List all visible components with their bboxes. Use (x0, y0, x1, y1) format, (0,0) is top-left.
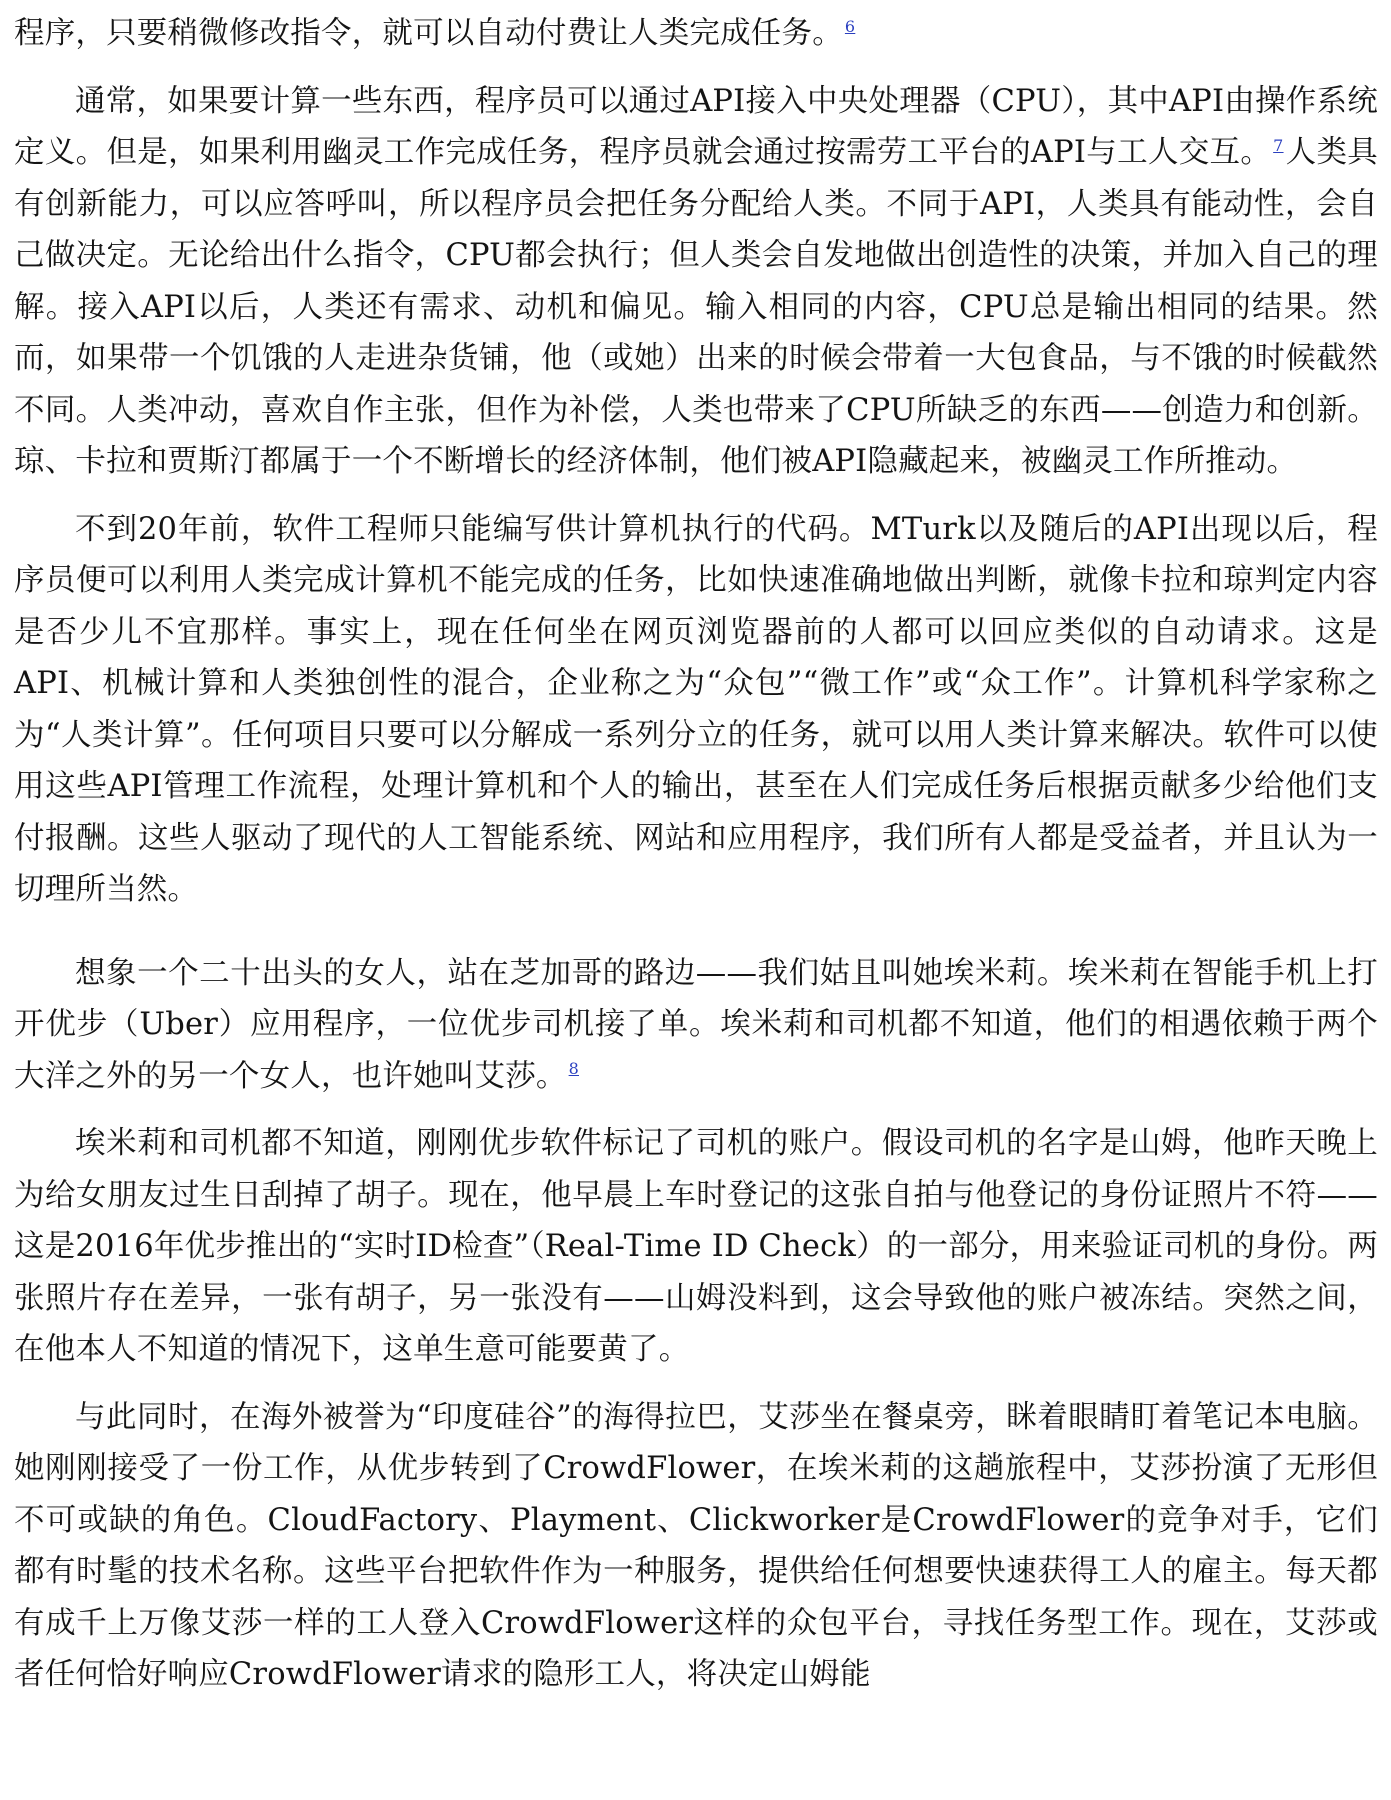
paragraph (14, 504, 1378, 916)
document-page (14, 8, 1378, 1717)
footnote-link[interactable]: 7 (1273, 135, 1284, 155)
paragraph-text: 不到20年前，软件工程师只能编写供计算机执行的代码。MTurk以及随后的API出现以后，程序员便可以利用人类完成计算机不能完成的任务，比如快速准确地做出判断，就像卡拉和琼判定内容是否少儿不宜那样。事实上，现在任何坐在网页浏览器前的人都可以回应类似的自动请求。这是API、机械计算和人类独创性的混合，企业称之为“众包”“微工作”或“众工作”。计算机科学家称之为“人类计算”。任何项目只要可以分解成一系列分立的任务，就可以用人类计算来解决。软件可以使用这些API管理工作流程，处理计算机和个人的输出，甚至在人们完成任务后根据贡献多少给他们支付报酬。这些人驱动了现代的人工智能系统、网站和应用程序，我们所有人都是受益者，并且认为一切理所当然。 (14, 511, 1378, 907)
paragraph-text: 程序，只要稍微修改指令，就可以自动付费让人类完成任务。 (14, 16, 843, 51)
paragraph (14, 8, 1378, 60)
paragraph (14, 76, 1378, 488)
paragraph-text: 与此同时，在海外被誉为“印度硅谷”的海得拉巴，艾莎坐在餐桌旁，眯着眼睛盯着笔记本电脑。她刚刚接受了一份工作，从优步转到了CrowdFlower，在埃米莉的这趟旅程中，艾莎扮演了无形但不可或缺的角色。CloudFactory、Playment、Clickworker是CrowdFlower的竞争对手，它们都有时髦的技术名称。这些平台把软件作为一种服务，提供给任何想要快速获得工人的雇主。每天都有成千上万像艾莎一样的工人登入CrowdFlower这样的众包平台，寻找任务型工作。现在，艾莎或者任何恰好响应CrowdFlower请求的隐形工人，将决定山姆能 (14, 1399, 1378, 1692)
paragraph (14, 1118, 1378, 1376)
footnote-link[interactable]: 8 (568, 1059, 579, 1079)
paragraph-text: 埃米莉和司机都不知道，刚刚优步软件标记了司机的账户。假设司机的名字是山姆，他昨天晚上为给女朋友过生日刮掉了胡子。现在，他早晨上车时登记的这张自拍与他登记的身份证照片不符——这是2016年优步推出的“实时ID检查”（Real-Time ID Check）的一部分，用来验证司机的身份。两张照片存在差异，一张有胡子，另一张没有——山姆没料到，这会导致他的账户被冻结。突然之间，在他本人不知道的情况下，这单生意可能要黄了。 (14, 1126, 1378, 1367)
paragraph-text: 人类具有创新能力，可以应答呼叫，所以程序员会把任务分配给人类。不同于API，人类具有能动性，会自己做决定。无论给出什么指令，CPU都会执行；但人类会自发地做出创造性的决策，并加入自己的理解。接入API以后，人类还有需求、动机和偏见。输入相同的内容，CPU总是输出相同的结果。然而，如果带一个饥饿的人走进杂货铺，他（或她）出来的时候会带着一大包食品，与不饿的时候截然不同。人类冲动，喜欢自作主张，但作为补偿，人类也带来了CPU所缺乏的东西——创造力和创新。琼、卡拉和贾斯汀都属于一个不断增长的经济体制，他们被API隐藏起来，被幽灵工作所推动。 (14, 135, 1378, 479)
paragraph-text: 想象一个二十出头的女人，站在芝加哥的路边——我们姑且叫她埃米莉。埃米莉在智能手机上打开优步（Uber）应用程序，一位优步司机接了单。埃米莉和司机都不知道，他们的相遇依赖于两个大洋之外的另一个女人，也许她叫艾莎。 (14, 955, 1378, 1094)
paragraph-text: 通常，如果要计算一些东西，程序员可以通过API接入中央处理器（CPU），其中API由操作系统定义。但是，如果利用幽灵工作完成任务，程序员就会通过按需劳工平台的API与工人交互。 (14, 83, 1378, 170)
footnote-link[interactable]: 6 (844, 16, 856, 36)
paragraph (14, 948, 1378, 1103)
paragraph (14, 1392, 1378, 1701)
